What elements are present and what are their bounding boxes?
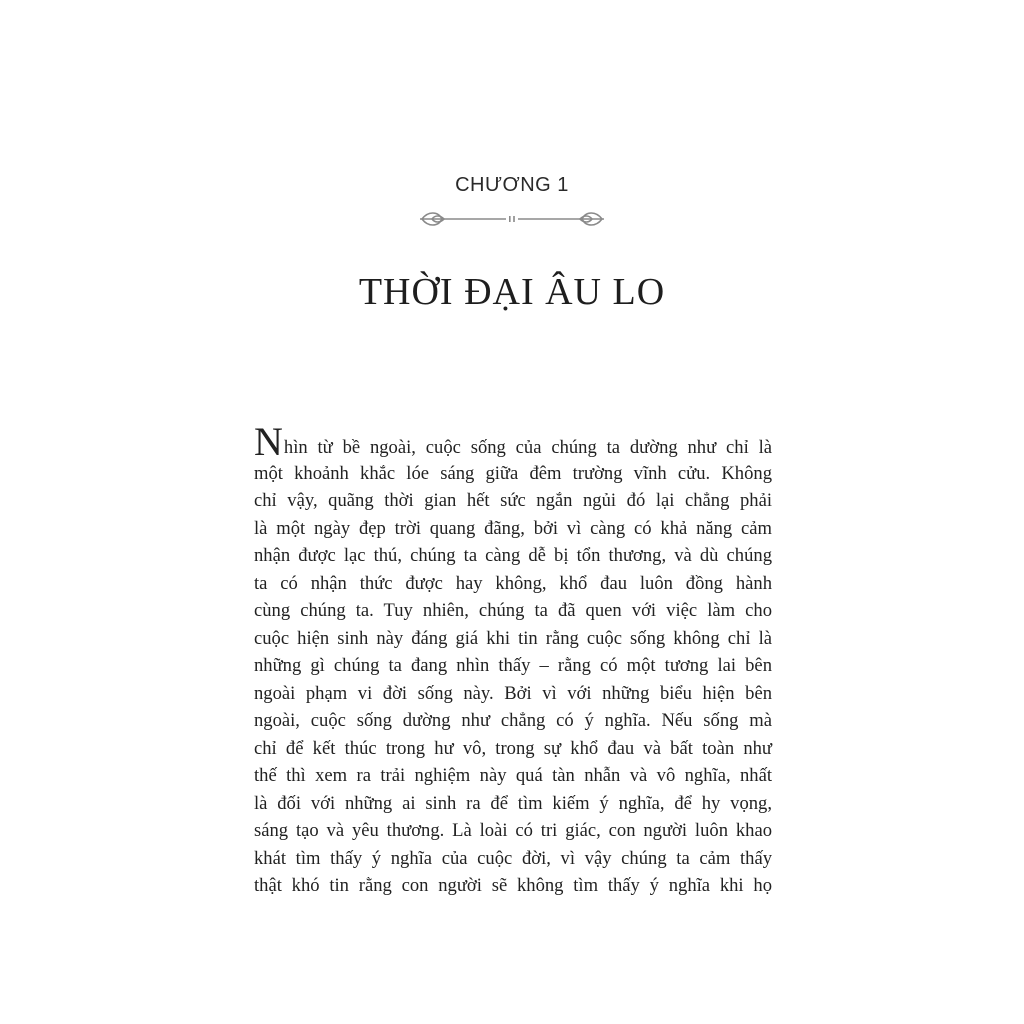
text-line: thế thì xem ra trải nghiệm này quá tàn nhẫn và vô nghĩa, nhất (254, 765, 772, 786)
text-line: sáng tạo và yêu thương. Là loài có tri giác, con người luôn khao (254, 820, 772, 841)
drop-cap: N (254, 419, 283, 464)
text-line: chỉ để kết thúc trong hư vô, trong sự khổ đau và bất toàn như (254, 737, 772, 759)
divider-flourish-icon (418, 206, 606, 232)
body-paragraph (254, 419, 772, 900)
text-line: một khoảnh khắc lóe sáng giữa đêm trường vĩnh cửu. Không (254, 462, 772, 484)
text-line: khát tìm thấy ý nghĩa của cuộc đời, vì vậy chúng ta cảm thấy (254, 847, 772, 869)
text-line: cuộc hiện sinh này đáng giá khi tin rằng cuộc sống không chỉ là (254, 627, 772, 649)
text-line: cùng chúng ta. Tuy nhiên, chúng ta đã quen với việc làm cho (254, 600, 772, 621)
text-line: ta có nhận thức được hay không, khổ đau luôn đồng hành (254, 572, 772, 594)
text-line: ngoài, cuộc sống dường như chẳng có ý nghĩa. Nếu sống mà (254, 710, 772, 731)
chapter-label: CHƯƠNG 1 (455, 174, 569, 196)
text-line: ngoài phạm vi đời sống này. Bởi vì với những biểu hiện bên (254, 682, 772, 704)
text-line: nhận được lạc thú, chúng ta càng dễ bị tổn thương, và dù chúng (254, 545, 772, 566)
text-line: là một ngày đẹp trời quang đãng, bởi vì càng có khả năng cảm (254, 517, 772, 539)
text-line: những gì chúng ta đang nhìn thấy – rằng có một tương lai bên (254, 655, 772, 676)
chapter-title: THỜI ĐẠI ÂU LO (358, 271, 666, 313)
text-line: thật khó tin rằng con người sẽ không tìm thấy ý nghĩa khi họ (254, 875, 772, 896)
text-line: Nhìn từ bề ngoài, cuộc sống của chúng ta dường như chỉ là (254, 419, 772, 464)
text-line: là đối với những ai sinh ra để tìm kiếm ý nghĩa, để hy vọng, (254, 792, 772, 814)
text-line: chỉ vậy, quãng thời gian hết sức ngắn ngủi đó lại chẳng phải (254, 490, 772, 511)
